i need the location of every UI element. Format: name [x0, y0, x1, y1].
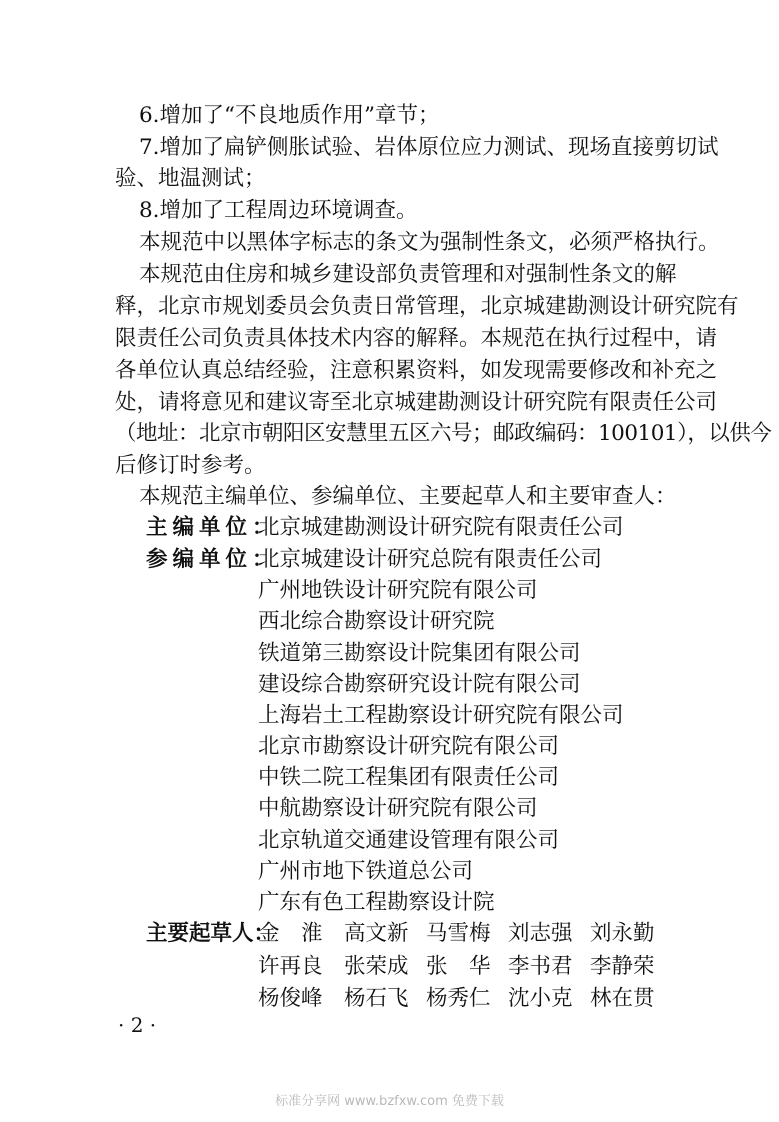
participant-unit: 北京城建设计研究总院有限责任公司	[258, 547, 603, 572]
management-line-5: 处，请将意见和建议寄至北京城建勘测设计研究院有限责任公司	[115, 390, 718, 415]
participant-unit: 广东有色工程勘察设计院	[258, 890, 495, 915]
units-intro: 本规范主编单位、参编单位、主要起草人和主要审查人：	[139, 484, 677, 509]
participant-unit: 广州地铁设计研究院有限公司	[258, 578, 538, 603]
management-line-3: 限责任公司负责具体技术内容的解释。本规范在执行过程中，请	[115, 326, 718, 351]
management-line-4: 各单位认真总结经验，注意积累资料，如发现需要修改和补充之	[115, 358, 718, 383]
participant-unit: 中航勘察设计研究院有限公司	[258, 796, 538, 821]
drafter-name: 张 华	[426, 954, 491, 979]
management-line-6: （地址：北京市朝阳区安慧里五区六号；邮政编码：100101），以供今	[115, 421, 772, 446]
drafter-name: 杨秀仁	[426, 986, 491, 1011]
participant-label: 参编单位：	[146, 547, 279, 572]
drafters-label: 主要起草人：	[146, 921, 276, 946]
participant-unit: 建设综合勘察研究设计院有限公司	[258, 672, 581, 697]
drafter-name: 张荣成	[344, 954, 409, 979]
participant-unit: 北京市勘察设计研究院有限公司	[258, 734, 560, 759]
drafter-name: 沈小克	[508, 986, 573, 1011]
change-item-7: 7.增加了扁铲侧胀试验、岩体原位应力测试、现场直接剪切试	[139, 135, 719, 160]
drafter-name: 李静荣	[590, 954, 655, 979]
participant-unit: 铁道第三勘察设计院集团有限公司	[258, 641, 581, 666]
drafter-name: 杨俊峰	[258, 986, 323, 1011]
management-line-2: 释，北京市规划委员会负责日常管理，北京城建勘测设计研究院有	[115, 294, 739, 319]
drafter-name: 马雪梅	[426, 921, 491, 946]
management-line-1: 本规范由住房和城乡建设部负责管理和对强制性条文的解	[139, 262, 677, 287]
participant-unit: 西北综合勘察设计研究院	[258, 609, 495, 634]
participant-unit: 北京轨道交通建设管理有限公司	[258, 828, 560, 853]
chief-unit: 北京城建勘测设计研究院有限责任公司	[258, 515, 624, 540]
change-item-7-cont: 验、地温测试；	[115, 166, 266, 191]
footer-watermark: 标准分享网 www.bzfxw.com 免费下载	[275, 1094, 504, 1109]
change-item-8: 8.增加了工程周边环境调查。	[139, 198, 418, 223]
drafter-name: 李书君	[508, 954, 573, 979]
drafter-name: 刘志强	[508, 921, 573, 946]
participant-unit: 广州市地下铁道总公司	[258, 859, 474, 884]
chief-unit-label: 主编单位：	[146, 515, 279, 540]
page-number: · 2 ·	[118, 1013, 157, 1037]
drafter-name: 杨石飞	[344, 986, 409, 1011]
participant-unit: 中铁二院工程集团有限责任公司	[258, 765, 560, 790]
management-line-7: 后修订时参考。	[115, 453, 266, 478]
drafter-name: 高文新	[344, 921, 409, 946]
drafter-name: 金 淮	[258, 921, 323, 946]
change-item-6: 6.增加了“不良地质作用”章节；	[139, 103, 440, 128]
mandatory-note: 本规范中以黑体字标志的条文为强制性条文，必须严格执行。	[139, 230, 720, 255]
drafter-name: 林在贯	[590, 986, 655, 1011]
drafter-name: 许再良	[258, 954, 323, 979]
drafter-name: 刘永勤	[590, 921, 655, 946]
participant-unit: 上海岩土工程勘察设计研究院有限公司	[258, 703, 624, 728]
